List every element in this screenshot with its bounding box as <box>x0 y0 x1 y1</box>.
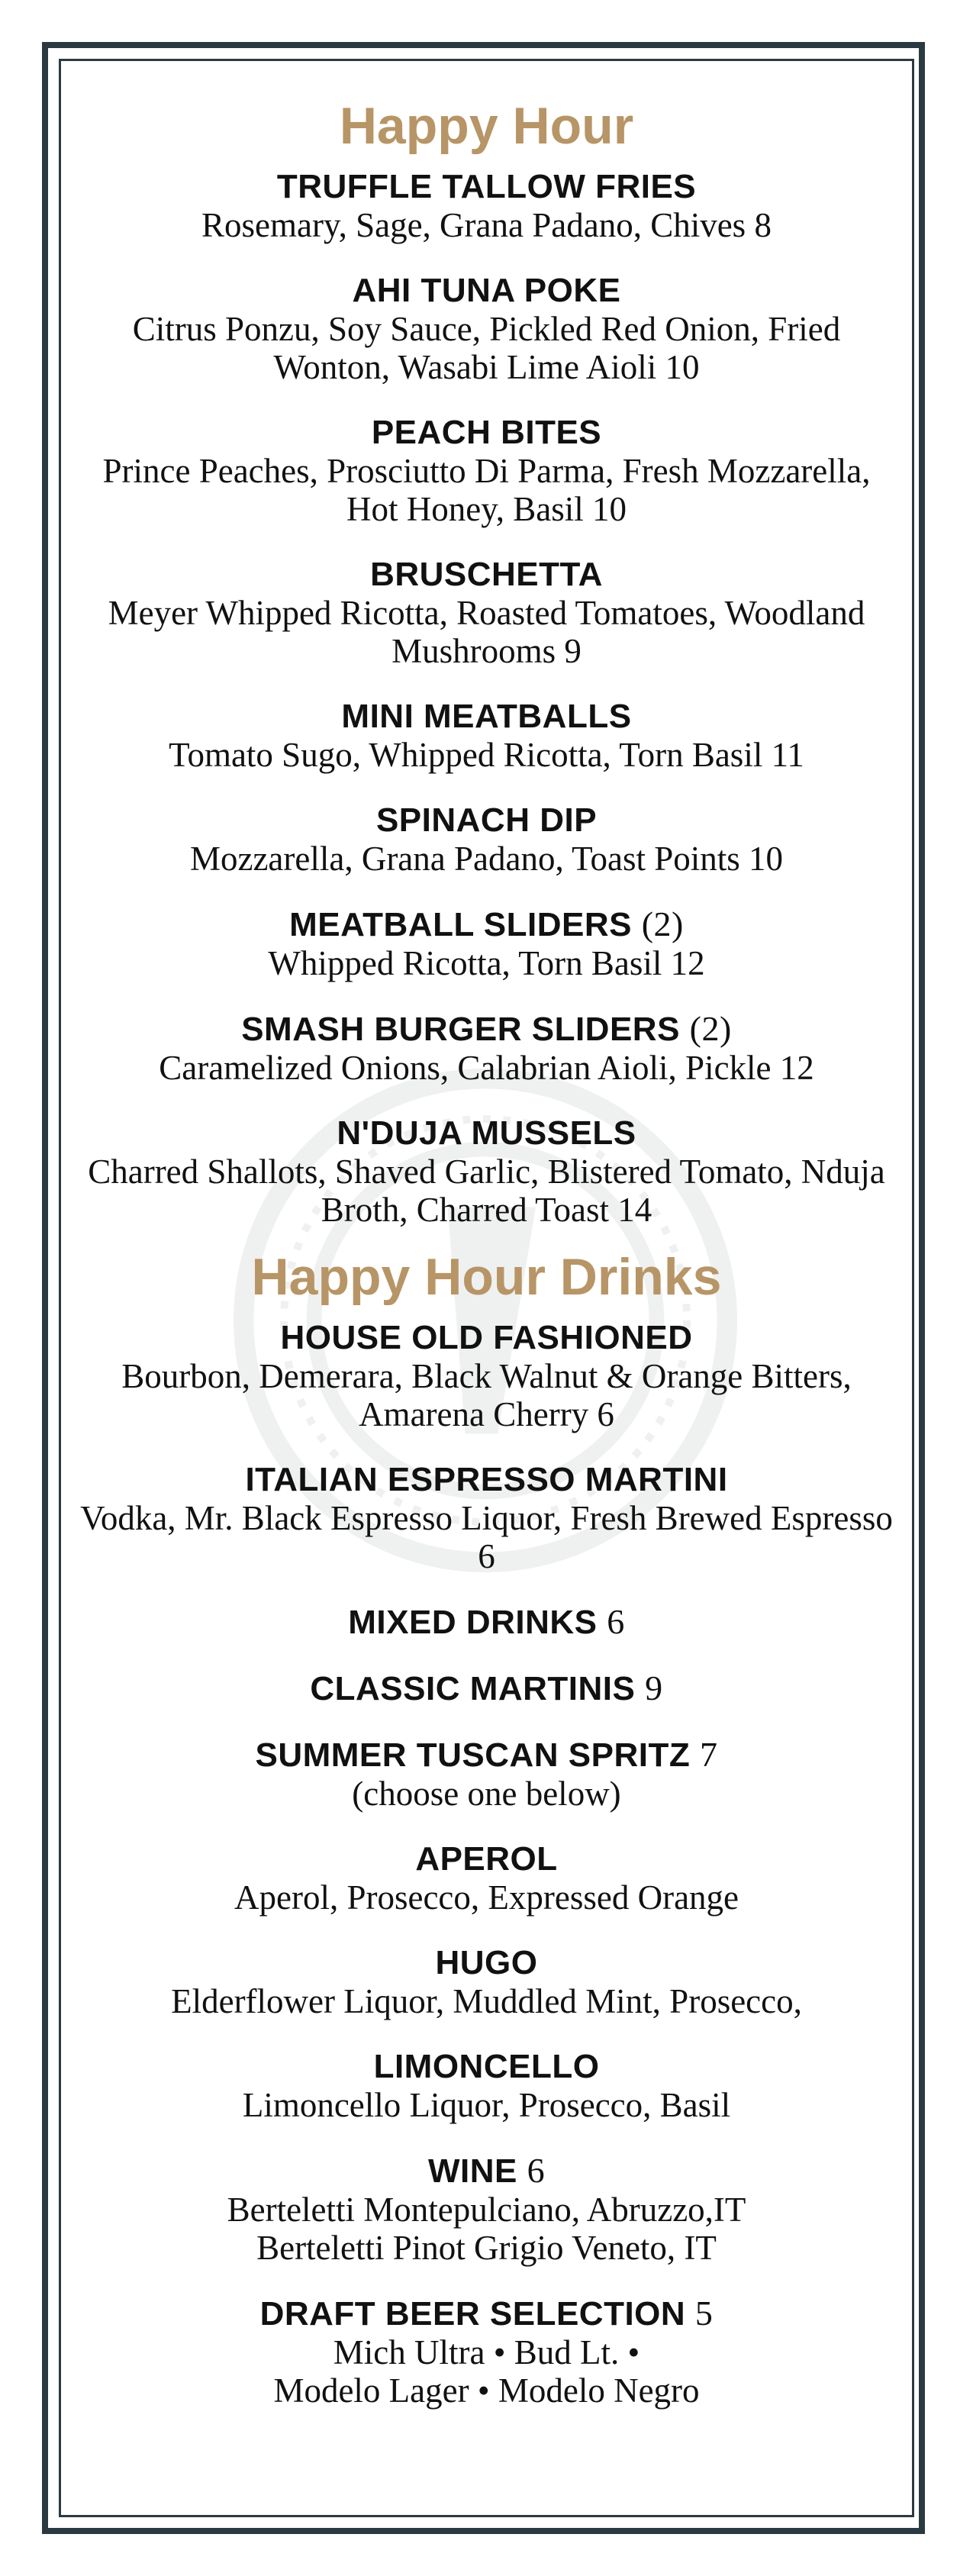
item-name: MINI MEATBALLS <box>341 698 632 735</box>
item-price: 5 <box>694 2294 714 2333</box>
item-desc-line: Berteletti Pinot Grigio Veneto, IT <box>256 2229 717 2267</box>
item-name: LIMONCELLO <box>373 2048 600 2085</box>
item-desc: Citrus Ponzu, Soy Sauce, Pickled Red Onion, Fried Wonton, Wasabi Lime Aioli 10 <box>132 310 841 386</box>
item-desc: Whipped Ricotta, Torn Basil 12 <box>268 944 705 982</box>
item-name-row <box>76 2152 897 2191</box>
item-name: AHI TUNA POKE <box>352 272 621 309</box>
item-desc-line: Modelo Lager • Modelo Negro <box>273 2371 700 2410</box>
item-name: CLASSIC MARTINIS <box>310 1670 636 1707</box>
item-name: SPINACH DIP <box>375 801 598 839</box>
menu-content <box>76 84 897 2437</box>
menu-item <box>76 168 897 244</box>
item-name-row <box>76 1603 897 1642</box>
section-title: Happy Hour <box>339 97 634 155</box>
item-desc: Caramelized Onions, Calabrian Aioli, Pickle 12 <box>159 1049 814 1087</box>
menu-item <box>76 1736 897 1813</box>
item-price: 9 <box>645 1668 663 1707</box>
menu-item <box>76 2294 897 2410</box>
item-name: SUMMER TUSCAN SPRITZ <box>255 1736 691 1774</box>
item-desc: Mozzarella, Grana Padano, Toast Points 10 <box>189 840 784 878</box>
menu-item <box>76 1114 897 1229</box>
menu-item <box>76 1461 897 1575</box>
menu-item <box>76 1669 897 1708</box>
item-name: HUGO <box>435 1944 538 1981</box>
item-name: APEROL <box>415 1840 558 1878</box>
menu-item <box>76 272 897 386</box>
menu-item <box>76 2048 897 2124</box>
item-desc: Aperol, Prosecco, Expressed Orange <box>234 1878 739 1917</box>
item-price: (2) <box>641 904 684 943</box>
item-price: 6 <box>607 1602 625 1641</box>
item-desc: Elderflower Liquor, Muddled Mint, Prosecco, <box>171 1982 802 2020</box>
menu-item <box>76 1010 897 1087</box>
item-name: MEATBALL SLIDERS <box>289 906 632 943</box>
item-desc-line: Berteletti Montepulciano, Abruzzo,IT <box>227 2191 746 2229</box>
item-name: WINE <box>427 2152 517 2190</box>
item-desc: Bourbon, Demerara, Black Walnut & Orange Bitters, Amarena Cherry 6 <box>121 1357 852 1433</box>
item-desc-line: Mich Ultra • Bud Lt. • <box>333 2333 640 2371</box>
item-name-row <box>76 1669 897 1708</box>
item-price: (2) <box>689 1009 732 1048</box>
item-name: N'DUJA MUSSELS <box>337 1114 636 1152</box>
item-desc: Rosemary, Sage, Grana Padano, Chives 8 <box>201 206 772 244</box>
item-desc: Prince Peaches, Prosciutto Di Parma, Fresh Mozzarella, Hot Honey, Basil 10 <box>102 452 871 528</box>
item-price: 6 <box>527 2151 546 2190</box>
menu-item <box>76 414 897 528</box>
item-name: ITALIAN ESPRESSO MARTINI <box>245 1461 728 1498</box>
section-title: Happy Hour Drinks <box>251 1248 722 1306</box>
item-name-row <box>76 1010 897 1049</box>
item-name: DRAFT BEER SELECTION <box>259 2295 686 2333</box>
item-desc: (choose one below) <box>352 1775 621 1813</box>
item-name-row <box>76 1736 897 1775</box>
item-name: SMASH BURGER SLIDERS <box>241 1011 680 1048</box>
item-name-row <box>76 2294 897 2333</box>
item-name: PEACH BITES <box>371 414 602 451</box>
menu-item <box>76 905 897 982</box>
item-desc: Tomato Sugo, Whipped Ricotta, Torn Basil 11 <box>169 736 804 774</box>
menu-item <box>76 2152 897 2267</box>
item-name: BRUSCHETTA <box>370 556 603 593</box>
item-desc: Meyer Whipped Ricotta, Roasted Tomatoes, Woodland Mushrooms 9 <box>108 594 865 670</box>
menu-item <box>76 698 897 774</box>
menu-item <box>76 556 897 670</box>
section-happy-hour <box>76 84 897 1229</box>
item-price: 7 <box>700 1735 718 1774</box>
menu-item <box>76 1319 897 1433</box>
item-name: HOUSE OLD FASHIONED <box>280 1319 693 1356</box>
item-name-row <box>76 905 897 944</box>
item-desc: Limoncello Liquor, Prosecco, Basil <box>242 2086 731 2124</box>
section-happy-hour-drinks <box>76 1235 897 2410</box>
item-desc: Charred Shallots, Shaved Garlic, Blistered Tomato, Nduja Broth, Charred Toast 14 <box>88 1153 885 1229</box>
item-name: MIXED DRINKS <box>348 1604 598 1641</box>
menu-item <box>76 1840 897 1917</box>
menu-item <box>76 801 897 878</box>
item-desc: Vodka, Mr. Black Espresso Liquor, Fresh Brewed Espresso 6 <box>80 1499 893 1575</box>
item-name: TRUFFLE TALLOW FRIES <box>276 168 697 205</box>
menu-item <box>76 1944 897 2020</box>
menu-item <box>76 1603 897 1642</box>
